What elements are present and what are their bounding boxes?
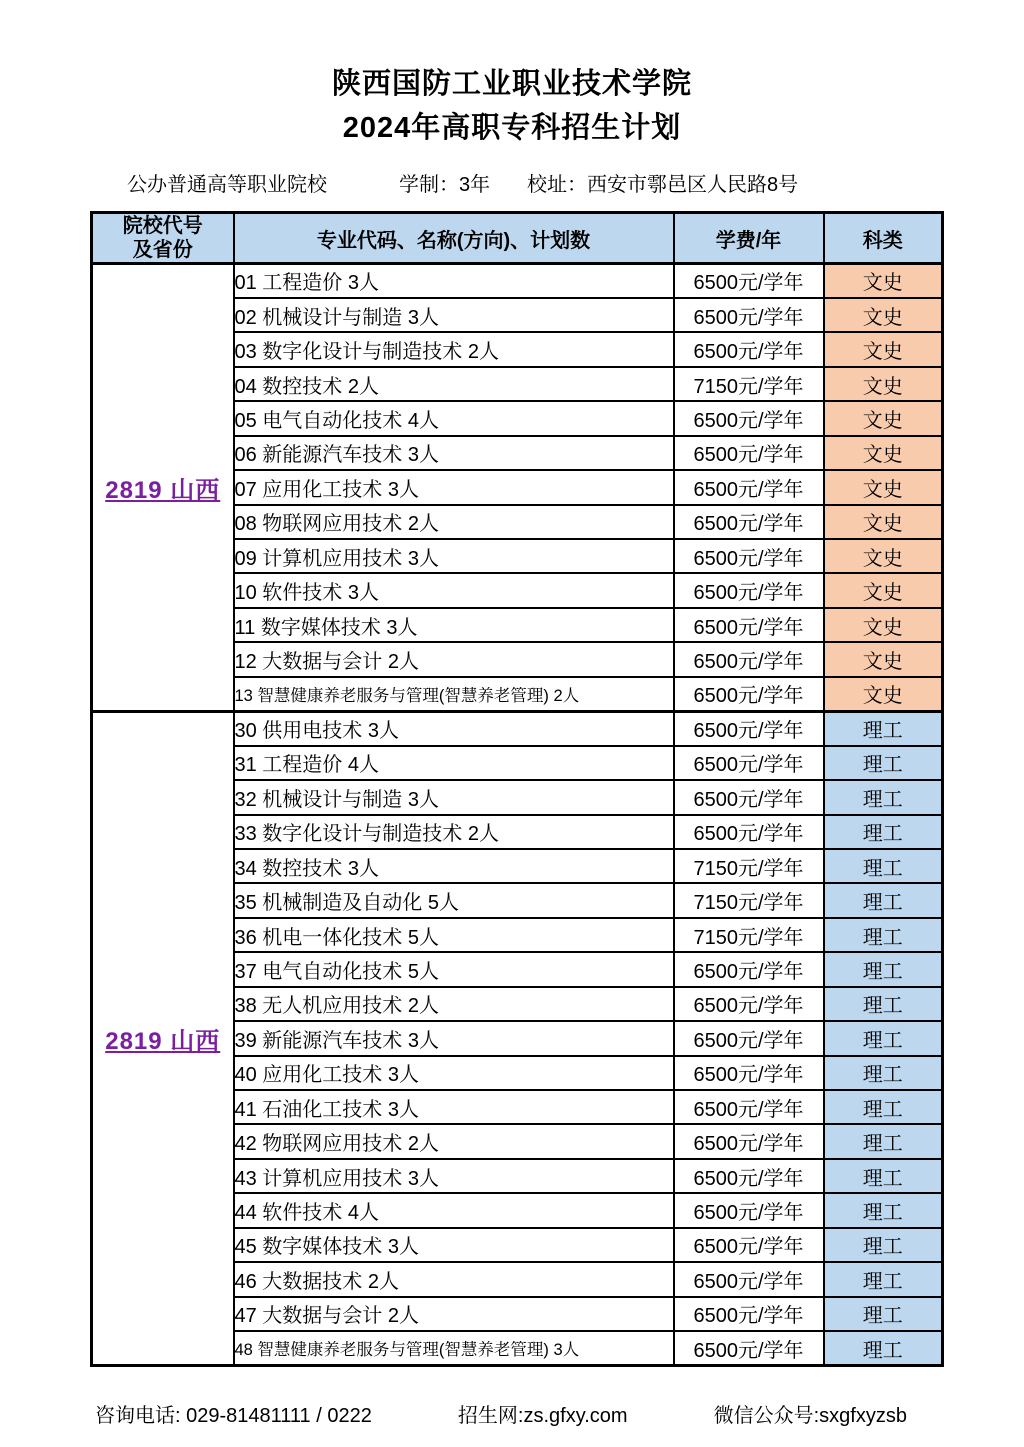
major-cell: 02 机械设计与制造 3人 [234,298,674,332]
header-college-code-line1: 院校代号 [122,215,203,237]
fee-cell: 6500元/学年 [674,1021,824,1055]
major-cell: 08 物联网应用技术 2人 [234,505,674,539]
major-cell: 05 电气自动化技术 4人 [234,401,674,435]
major-cell: 09 计算机应用技术 3人 [234,539,674,573]
category-cell: 文史 [824,436,943,470]
category-cell: 文史 [824,367,943,401]
major-cell: 44 软件技术 4人 [234,1193,674,1227]
major-cell: 32 机械设计与制造 3人 [234,780,674,814]
fee-cell: 7150元/学年 [674,883,824,917]
fee-cell: 6500元/学年 [674,1090,824,1124]
category-cell: 文史 [824,332,943,366]
major-cell: 03 数字化设计与制造技术 2人 [234,332,674,366]
major-cell: 48 智慧健康养老服务与管理(智慧养老管理) 3人 [234,1331,674,1365]
fee-cell: 6500元/学年 [674,642,824,676]
study-duration-label: 学制：3年 [399,174,491,196]
major-cell: 10 软件技术 3人 [234,573,674,607]
fee-cell: 6500元/学年 [674,539,824,573]
major-cell: 46 大数据技术 2人 [234,1262,674,1296]
fee-cell: 6500元/学年 [674,1124,824,1158]
category-cell: 理工 [824,883,943,917]
fee-cell: 6500元/学年 [674,1228,824,1262]
category-cell: 理工 [824,987,943,1021]
fee-cell: 6500元/学年 [674,1193,824,1227]
category-cell: 理工 [824,918,943,952]
category-cell: 文史 [824,264,943,298]
category-cell: 理工 [824,815,943,849]
category-cell: 文史 [824,470,943,504]
fee-cell: 6500元/学年 [674,264,824,298]
college-code-text: 2819 山西 [105,1027,221,1055]
header-major: 专业代码、名称(方向)、计划数 [234,213,674,264]
college-code-text: 2819 山西 [105,476,221,504]
major-cell: 34 数控技术 3人 [234,849,674,883]
category-cell: 文史 [824,505,943,539]
fee-cell: 6500元/学年 [674,401,824,435]
fee-cell: 6500元/学年 [674,780,824,814]
fee-cell: 7150元/学年 [674,918,824,952]
fee-cell: 6500元/学年 [674,677,824,711]
fee-cell: 6500元/学年 [674,1331,824,1365]
category-cell: 理工 [824,1193,943,1227]
fee-cell: 6500元/学年 [674,746,824,780]
fee-cell: 6500元/学年 [674,952,824,986]
footer-wechat: 微信公众号:sxgfxyzsb [713,1405,907,1427]
fee-cell: 6500元/学年 [674,1297,824,1331]
major-cell: 37 电气自动化技术 5人 [234,952,674,986]
header-category: 科类 [824,213,943,264]
category-cell: 文史 [824,298,943,332]
header-college-code-line2: 及省份 [132,239,193,261]
fee-cell: 6500元/学年 [674,1056,824,1090]
college-code-cell [92,264,234,712]
category-cell: 理工 [824,849,943,883]
major-cell: 45 数字媒体技术 3人 [234,1228,674,1262]
table-row [92,711,943,745]
fee-cell: 6500元/学年 [674,711,824,745]
category-cell: 理工 [824,952,943,986]
fee-cell: 6500元/学年 [674,505,824,539]
header-fee: 学费/年 [674,213,824,264]
category-cell: 理工 [824,1056,943,1090]
footer-phone: 咨询电话: 029-81481111 / 0222 [95,1405,372,1427]
category-cell: 文史 [824,539,943,573]
school-type-label: 公办普通高等职业院校 [127,174,327,196]
school-info-line [127,168,1024,197]
fee-cell: 6500元/学年 [674,987,824,1021]
major-cell: 47 大数据与会计 2人 [234,1297,674,1331]
major-cell: 43 计算机应用技术 3人 [234,1159,674,1193]
fee-cell: 6500元/学年 [674,1159,824,1193]
category-cell: 理工 [824,1159,943,1193]
major-cell: 36 机电一体化技术 5人 [234,918,674,952]
fee-cell: 6500元/学年 [674,573,824,607]
major-cell: 41 石油化工技术 3人 [234,1090,674,1124]
footer-line [95,1399,907,1428]
title-block [0,62,1024,150]
fee-cell: 6500元/学年 [674,436,824,470]
major-cell: 13 智慧健康养老服务与管理(智慧养老管理) 2人 [234,677,674,711]
major-cell: 38 无人机应用技术 2人 [234,987,674,1021]
major-cell: 01 工程造价 3人 [234,264,674,298]
fee-cell: 7150元/学年 [674,849,824,883]
category-cell: 理工 [824,1090,943,1124]
school-address-label: 校址：西安市鄠邑区人民路8号 [527,174,799,196]
admission-plan-table [90,211,944,1367]
category-cell: 理工 [824,1297,943,1331]
major-cell: 39 新能源汽车技术 3人 [234,1021,674,1055]
major-cell: 33 数字化设计与制造技术 2人 [234,815,674,849]
category-cell: 文史 [824,608,943,642]
category-cell: 文史 [824,642,943,676]
category-cell: 理工 [824,1021,943,1055]
major-cell: 11 数字媒体技术 3人 [234,608,674,642]
category-cell: 理工 [824,1262,943,1296]
category-cell: 理工 [824,1228,943,1262]
category-cell: 理工 [824,746,943,780]
fee-cell: 6500元/学年 [674,298,824,332]
fee-cell: 6500元/学年 [674,815,824,849]
fee-cell: 6500元/学年 [674,332,824,366]
fee-cell: 7150元/学年 [674,367,824,401]
major-cell: 04 数控技术 2人 [234,367,674,401]
category-cell: 理工 [824,711,943,745]
category-cell: 理工 [824,1331,943,1365]
header-college-code [92,213,234,264]
table-row [92,264,943,298]
major-cell: 06 新能源汽车技术 3人 [234,436,674,470]
page-title-line1: 陕西国防工业职业技术学院 [331,68,692,100]
category-cell: 文史 [824,401,943,435]
major-cell: 31 工程造价 4人 [234,746,674,780]
major-cell: 40 应用化工技术 3人 [234,1056,674,1090]
fee-cell: 6500元/学年 [674,470,824,504]
college-code-cell [92,711,234,1365]
fee-cell: 6500元/学年 [674,1262,824,1296]
major-cell: 07 应用化工技术 3人 [234,470,674,504]
fee-cell: 6500元/学年 [674,608,824,642]
table-body [92,264,943,1366]
category-cell: 理工 [824,780,943,814]
page-title-line2: 2024年高职专科招生计划 [342,112,682,144]
category-cell: 理工 [824,1124,943,1158]
major-cell: 42 物联网应用技术 2人 [234,1124,674,1158]
table-header-row [92,213,943,264]
footer-website: 招生网:zs.gfxy.com [457,1405,628,1427]
category-cell: 文史 [824,677,943,711]
major-cell: 30 供用电技术 3人 [234,711,674,745]
category-cell: 文史 [824,573,943,607]
major-cell: 12 大数据与会计 2人 [234,642,674,676]
major-cell: 35 机械制造及自动化 5人 [234,883,674,917]
